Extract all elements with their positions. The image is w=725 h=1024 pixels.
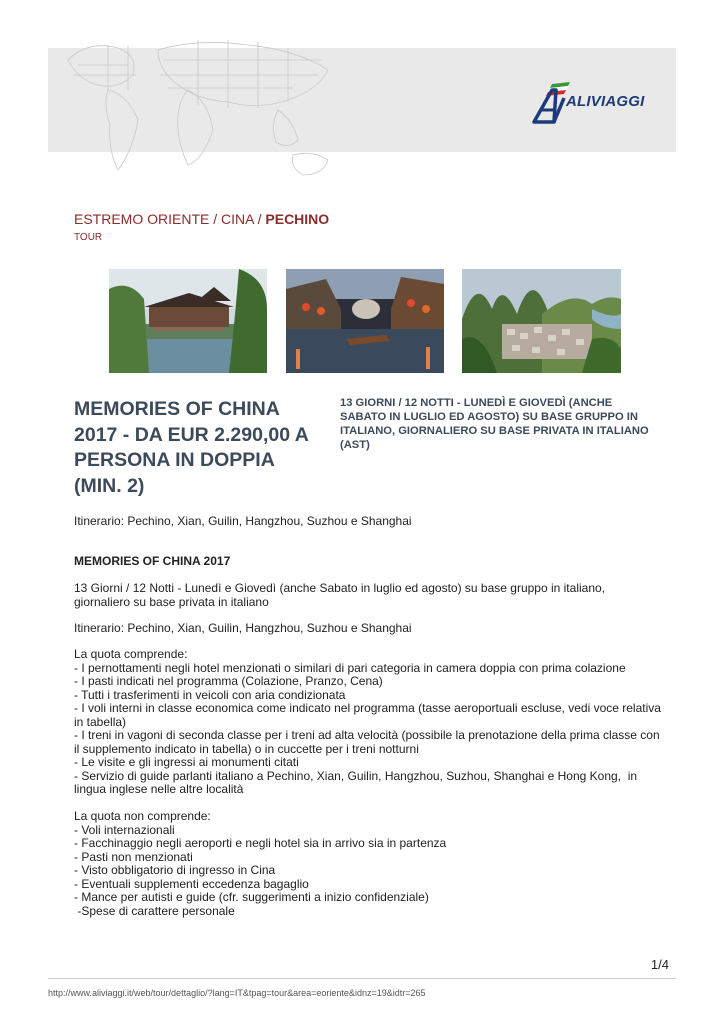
excludes-heading: La quota non comprende: <box>74 809 211 823</box>
includes-heading: La quota comprende: <box>74 647 188 661</box>
tour-subtitle: 13 GIORNI / 12 NOTTI - LUNEDÌ E GIOVEDÌ (ANCHE SABATO IN LUGLIO ED AGOSTO) SU BASE GRUPPO IN ITALIANO, GIORNALIERO SU BASE PRIVATA IN ITALIANO (AST) <box>340 397 649 451</box>
breadcrumb-city: PECHINO <box>265 211 330 227</box>
photo-pavilion <box>109 269 267 373</box>
footer-divider <box>48 978 676 979</box>
breadcrumb <box>74 211 329 227</box>
list-item: - Voli internazionali <box>74 822 175 837</box>
excludes-section <box>74 810 664 918</box>
list-item: - I voli interni in classe economica come indicato nel programma (tasse aeroportuali escluse, vedi voce relativa in tabella) <box>74 701 665 729</box>
list-item: - I treni in vagoni di seconda classe per i treni ad alta velocità (possibile la prenotazione della prima classe con il supplemento indicato in tabella) o in cuccette per i treni notturni <box>74 728 663 756</box>
list-item: - Eventuali supplementi eccedenza bagaglio <box>74 876 309 891</box>
itinerary-text: Itinerario: Pechino, Xian, Guilin, Hangzhou, Suzhou e Shanghai <box>74 621 412 635</box>
footer-url-link[interactable]: http://www.aliviaggi.it/web/tour/dettaglio/?lang=IT&tpag=tour&area=eoriente&idnz=19&idtr=265 <box>48 988 426 998</box>
list-item: -Spese di carattere personale <box>74 903 235 918</box>
world-map-decoration <box>48 30 348 190</box>
tour-title: MEMORIES OF CHINA 2017 - DA EUR 2.290,00 A PERSONA IN DOPPIA (MIN. 2) <box>74 398 309 497</box>
list-item: - Tutti i trasferimenti in veicoli con aria condizionata <box>74 687 346 702</box>
list-item: - Visto obbligatorio di ingresso in Cina <box>74 863 276 877</box>
includes-section <box>74 648 664 797</box>
list-item: - I pernottamenti negli hotel menzionati o similari di pari categoria in camera doppia con prima colazione <box>74 660 626 675</box>
breadcrumb-region[interactable]: ESTREMO ORIENTE <box>74 211 210 227</box>
itinerary-intro: Itinerario: Pechino, Xian, Guilin, Hangzhou, Suzhou e Shanghai <box>74 514 412 528</box>
list-item: - Le visite e gli ingressi ai monumenti citati <box>74 755 299 769</box>
list-item: - Mance per autisti e guide (cfr. suggerimenti a inizio confidenziale) <box>74 890 429 904</box>
section-title: MEMORIES OF CHINA 2017 <box>74 554 231 568</box>
page-number: 1/4 <box>650 957 669 972</box>
photo-guilin <box>462 269 621 373</box>
category-label: TOUR <box>74 232 103 243</box>
list-item: - I pasti indicati nel programma (Colazione, Pranzo, Cena) <box>74 674 383 688</box>
photo-water-town <box>286 269 444 373</box>
list-item: - Pasti non menzionati <box>74 849 193 864</box>
breadcrumb-separator: / <box>209 211 222 227</box>
breadcrumb-country[interactable]: CINA <box>221 211 254 227</box>
breadcrumb-separator: / <box>253 211 266 227</box>
logo-wordmark: ALIVIAGGI <box>566 93 645 110</box>
list-item: - Servizio di guide parlanti italiano a Pechino, Xian, Guilin, Hangzhou, Suzhou, Shanghai e Hong Kong, in lingua inglese nelle altre località <box>74 768 641 796</box>
list-item: - Facchinaggio negli aeroporti e negli hotel sia in arrivo sia in partenza <box>74 836 447 850</box>
duration-text: 13 Giorni / 12 Notti - Lunedì e Giovedì (anche Sabato in luglio ed agosto) su base gruppo in italiano, giornaliero su base privata in italiano <box>74 581 606 609</box>
